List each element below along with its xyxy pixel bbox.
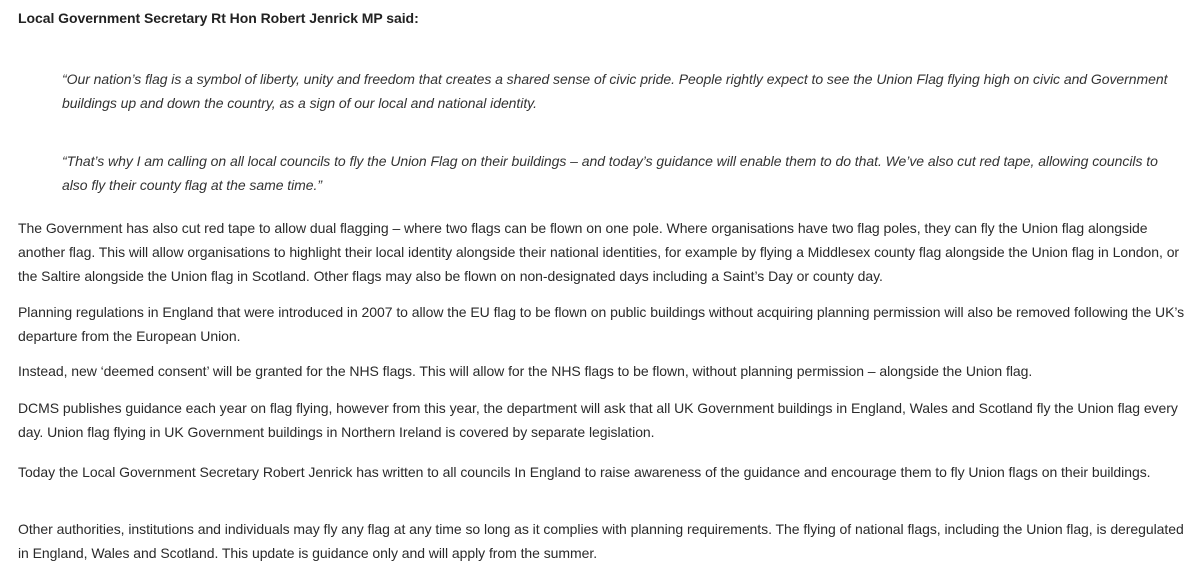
body-paragraph: Today the Local Government Secretary Robert Jenrick has written to all councils In England to raise awareness of the guidance and encourage them to fly Union flags on their buildings. — [18, 464, 1151, 480]
body-paragraph: DCMS publishes guidance each year on flag flying, however from this year, the department will ask that all UK Government buildings in England, Wales and Scotland fly the Union flag every day. Union flag flying in UK Government buildings in Northern Ireland is covered by separate legislation. — [18, 400, 1178, 440]
body-paragraph: The Government has also cut red tape to allow dual flagging – where two flags can be flown on one pole. Where organisations have two flag poles, they can fly the Union flag alongside another flag. This will allow organisations to highlight their local identity alongside their national identities, for example by flying a Middlesex county flag alongside the Union flag in London, or the Saltire alongside the Union flag in Scotland. Other flags may also be flown on non-designated days including a Saint’s Day or county day. — [18, 220, 1180, 284]
body-paragraph: Other authorities, institutions and individuals may fly any flag at any time so long as it complies with planning requirements. The flying of national flags, including the Union flag, is deregulated in England, Wales and Scotland. This update is guidance only and will apply from the summer. — [18, 521, 1184, 561]
body-paragraph: Planning regulations in England that were introduced in 2007 to allow the EU flag to be flown on public buildings without acquiring planning permission will also be removed following the UK’s departure from the European Union. — [18, 304, 1185, 344]
body-paragraph: Instead, new ‘deemed consent’ will be granted for the NHS flags. This will allow for the NHS flags to be flown, without planning permission – alongside the Union flag. — [18, 363, 1033, 379]
blockquote-paragraph: “Our nation’s flag is a symbol of liberty, unity and freedom that creates a shared sense of civic pride. People rightly expect to see the Union Flag flying high on civic and Government buildings up and down the country, as a sign of our local and national identity. — [62, 71, 1168, 111]
blockquote-paragraph: “That’s why I am calling on all local councils to fly the Union Flag on their buildings – and today’s guidance will enable them to do that. We’ve also cut red tape, allowing councils to also fly their county flag at the same time.” — [62, 153, 1158, 193]
quote-attribution-heading: Local Government Secretary Rt Hon Robert Jenrick MP said: — [18, 10, 419, 26]
